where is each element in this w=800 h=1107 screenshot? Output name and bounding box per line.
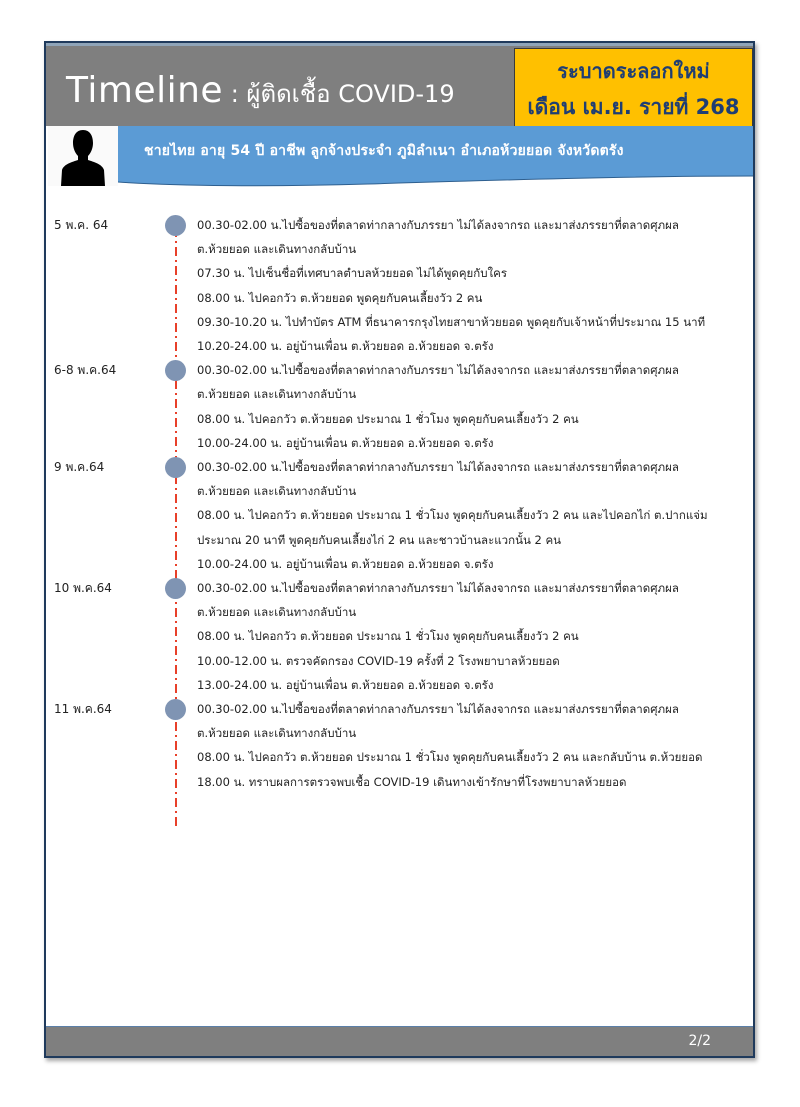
day-date: 6-8 พ.ค.64 xyxy=(54,363,117,378)
day-entries xyxy=(197,358,753,455)
timeline-entry: 13.00-24.00 น. อยู่บ้านเพื่อน ต.ห้วยยอด อ.ห้วยยอด จ.ตรัง xyxy=(197,677,494,692)
day-date: 11 พ.ค.64 xyxy=(54,702,112,717)
timeline-entry: 18.00 น. ทราบผลการตรวจพบเชื้อ COVID-19 เดินทางเข้ารักษาที่โรงพยาบาลห้วยยอด xyxy=(197,774,627,789)
day-entries xyxy=(197,455,753,576)
badge-line-2: เดือน เม.ย. รายที่ 268 xyxy=(527,95,740,119)
timeline-entry: 08.00 น. ไปคอกวัว ต.ห้วยยอด ประมาณ 1 ชั่วโมง พูดคุยกับคนเลี้ยงวัว 2 คน และกลับบ้าน ต.ห้วยยอด xyxy=(197,750,703,765)
title-main: Timeline xyxy=(66,70,224,111)
patient-description: ชายไทย อายุ 54 ปี อาชีพ ลูกจ้างประจำ ภูมิลำเนา อำเภอห้วยยอด จังหวัดตรัง xyxy=(144,143,624,159)
timeline-entry: 08.00 น. ไปคอกวัว ต.ห้วยยอด ประมาณ 1 ชั่วโมง พูดคุยกับคนเลี้ยงวัว 2 คน xyxy=(197,629,579,644)
timeline-entry: ต.ห้วยยอด และเดินทางกลับบ้าน xyxy=(197,387,357,402)
footer-bar xyxy=(46,1026,753,1056)
avatar xyxy=(48,126,118,186)
timeline-day xyxy=(46,697,753,794)
page-title xyxy=(66,70,455,113)
header-bar xyxy=(46,43,753,126)
timeline-dot-icon xyxy=(165,578,186,599)
person-silhouette-icon xyxy=(60,128,106,186)
timeline-entry: 09.30-10.20 น. ไปทำบัตร ATM ที่ธนาคารกรุงไทยสาขาห้วยยอด พูดคุยกับเจ้าหน้าที่ประมาณ 15 นาที xyxy=(197,314,706,329)
timeline-entry: 00.30-02.00 น.ไปซื้อของที่ตลาดท่ากลางกับภรรยา ไม่ได้ลงจากรถ และมาส่งภรรยาที่ตลาดศุภผล xyxy=(197,363,679,378)
timeline-dot-icon xyxy=(165,360,186,381)
timeline-page xyxy=(44,41,755,1058)
timeline-dot-icon xyxy=(165,457,186,478)
timeline-entry: ต.ห้วยยอด และเดินทางกลับบ้าน xyxy=(197,605,357,620)
timeline-entry: ต.ห้วยยอด และเดินทางกลับบ้าน xyxy=(197,726,357,741)
timeline-entry: ประมาณ 20 นาที พูดคุยกับคนเลี้ยงไก่ 2 คน และชาวบ้านละแวกนั้น 2 คน xyxy=(197,532,562,547)
case-badge xyxy=(514,48,753,129)
timeline-entry: 10.00-12.00 น. ตรวจคัดกรอง COVID-19 ครั้งที่ 2 โรงพยาบาลห้วยยอด xyxy=(197,653,560,668)
timeline-day xyxy=(46,455,753,576)
timeline-entry: 07.30 น. ไปเซ็นชื่อที่เทศบาลตำบลห้วยยอด ไม่ได้พูดคุยกับใคร xyxy=(197,266,508,281)
timeline-entry: ต.ห้วยยอด และเดินทางกลับบ้าน xyxy=(197,242,357,257)
day-date: 9 พ.ค.64 xyxy=(54,460,105,475)
timeline-entry: 08.00 น. ไปคอกวัว ต.ห้วยยอด ประมาณ 1 ชั่วโมง พูดคุยกับคนเลี้ยงวัว 2 คน และไปคอกไก่ ต.ปากแจ่ม xyxy=(197,508,708,523)
timeline-entry: 00.30-02.00 น.ไปซื้อของที่ตลาดท่ากลางกับภรรยา ไม่ได้ลงจากรถ และมาส่งภรรยาที่ตลาดศุภผล xyxy=(197,460,679,475)
timeline-entry: 08.00 น. ไปคอกวัว ต.ห้วยยอด พูดคุยกับคนเลี้ยงวัว 2 คน xyxy=(197,290,483,305)
title-subtitle: ผู้ติดเชื้อ COVID-19 xyxy=(246,80,455,108)
timeline-entry: 10.20-24.00 น. อยู่บ้านเพื่อน ต.ห้วยยอด อ.ห้วยยอด จ.ตรัง xyxy=(197,339,494,354)
timeline-day xyxy=(46,576,753,697)
timeline-entry: 08.00 น. ไปคอกวัว ต.ห้วยยอด ประมาณ 1 ชั่วโมง พูดคุยกับคนเลี้ยงวัว 2 คน xyxy=(197,411,579,426)
profile-info-band xyxy=(118,126,753,188)
timeline-entry: 00.30-02.00 น.ไปซื้อของที่ตลาดท่ากลางกับภรรยา ไม่ได้ลงจากรถ และมาส่งภรรยาที่ตลาดศุภผล xyxy=(197,581,679,596)
timeline-entry: 10.00-24.00 น. อยู่บ้านเพื่อน ต.ห้วยยอด อ.ห้วยยอด จ.ตรัง xyxy=(197,435,494,450)
day-entries xyxy=(197,697,753,794)
profile-row xyxy=(46,126,753,186)
timeline-entry: 00.30-02.00 น.ไปซื้อของที่ตลาดท่ากลางกับภรรยา ไม่ได้ลงจากรถ และมาส่งภรรยาที่ตลาดศุภผล xyxy=(197,702,679,717)
day-date: 5 พ.ค. 64 xyxy=(54,218,109,232)
timeline-dot-icon xyxy=(165,699,186,720)
day-date: 10 พ.ค.64 xyxy=(54,581,112,596)
day-entries xyxy=(197,213,753,358)
timeline-entry: 00.30-02.00 น.ไปซื้อของที่ตลาดท่ากลางกับภรรยา ไม่ได้ลงจากรถ และมาส่งภรรยาที่ตลาดศุภผล xyxy=(197,218,679,232)
timeline-dot-icon xyxy=(165,215,186,236)
timeline-entry: 10.00-24.00 น. อยู่บ้านเพื่อน ต.ห้วยยอด อ.ห้วยยอด จ.ตรัง xyxy=(197,556,494,571)
day-entries xyxy=(197,576,753,697)
timeline-day xyxy=(46,213,753,358)
timeline xyxy=(46,213,753,794)
page-number: 2/2 xyxy=(688,1033,711,1049)
timeline-entry: ต.ห้วยยอด และเดินทางกลับบ้าน xyxy=(197,484,357,499)
badge-line-1: ระบาดระลอกใหม่ xyxy=(557,59,710,83)
timeline-day xyxy=(46,358,753,455)
title-separator: : xyxy=(223,80,247,108)
